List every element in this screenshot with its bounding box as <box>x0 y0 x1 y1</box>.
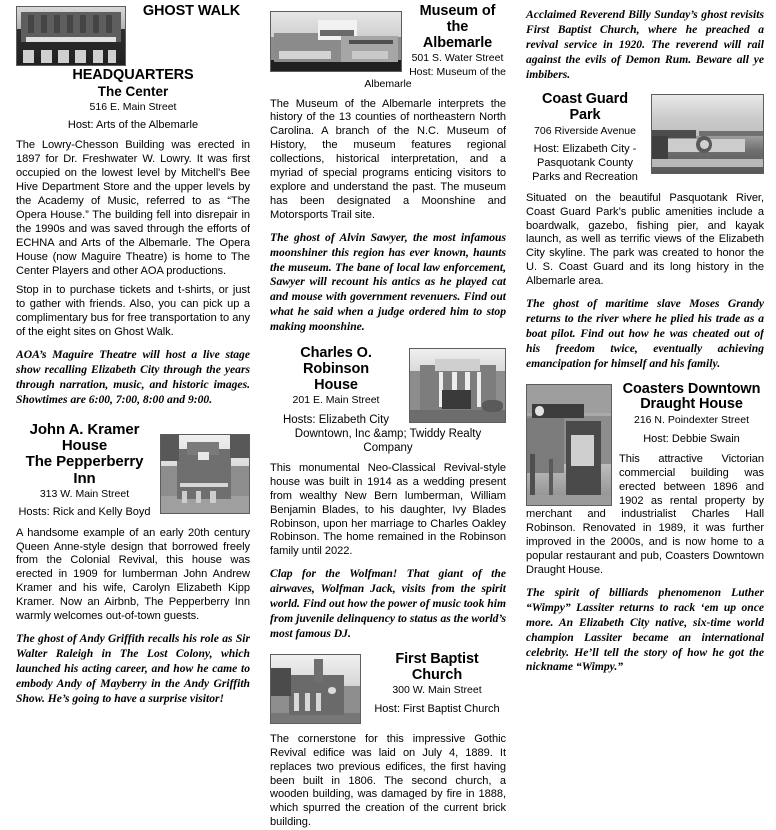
entry-host: Hosts: Elizabeth City Downtown, Inc &amp; Twiddy Realty Company <box>282 413 482 454</box>
entry-title-line2: HEADQUARTERS <box>72 67 194 83</box>
entry-host: Host: Arts of the Albemarle <box>67 119 199 132</box>
entry-title: Charles O. Robinson <box>300 346 372 377</box>
entry-title: Coasters Downtown <box>622 381 761 397</box>
entry-address: 201 E. Main Street <box>292 394 380 407</box>
entry-paragraph: A handsome example of an early 20th century Queen Anne-style design that borrowed freely from the Colonial Revival, this house was erected in 1909 for lumberman John Andrew Kramer and his wife, Carolyn Elizabeth Kipp Kramer. Now an Airbnb, The Pepperberry Inn warmly welcomes out-of-town guests. <box>16 526 250 623</box>
pepperberry-inn-photo <box>160 434 250 514</box>
entry-charles-o-robinson-house <box>270 346 506 642</box>
entry-address: 706 Riverside Avenue <box>534 125 636 138</box>
entry-address: 501 S. Water Street <box>411 52 504 65</box>
charles-o-robinson-house-photo <box>409 348 506 423</box>
coast-guard-park-photo <box>651 94 764 174</box>
entry-paragraph: The cornerstone for this impressive Gothic Revival edifice was laid on July 4, 1889. It replaces two previous edifices, the first having been built in 1806. The second church, a wooden building, was damaged by fire in 1888, which spurred the creation of the current brick building. <box>270 732 506 829</box>
entry-title-line2: Albemarle <box>422 34 493 51</box>
entry-address: 300 W. Main Street <box>392 684 482 697</box>
entry-paragraph: Stop in to purchase tickets and t-shirts, or just to gather with friends. Also, you can pick up a complimentary bus for free transportation to any of the eight sites on Ghost Walk. <box>16 284 250 339</box>
column-right <box>516 4 772 674</box>
entry-title: GHOST WALK <box>142 4 241 19</box>
entry-host: Host: First Baptist Church <box>374 702 500 715</box>
entry-host: Host: Museum of the Albemarle <box>364 65 506 91</box>
entry-john-a-kramer-house <box>16 422 250 707</box>
entry-address: 216 N. Poindexter Street <box>634 414 749 427</box>
entry-ghost-story: The ghost of Andy Griffith recalls his role as Sir Walter Raleigh in The Lost Colony, which launched his acting career, and how he came to embody Andy of Mayberry in the Andy Griffith Show. He’s going to have a surprise visitor! <box>16 632 250 705</box>
entry-address: 313 W. Main Street <box>39 488 130 501</box>
entry-paragraph: The Lowry-Chesson Building was erected in 1897 for Dr. Freshwater W. Lowry. It was first occupied on the lowest level by Mitchell's Bee Hive Department Store and the upper levels by the Academy of Music, referred to as “The Opera House.” The building fell into disrepair in the 1990s and was saved through the efforts of ECHNA and Arts of the Albemarle. The Opera House (now Maguire Theatre) is home to The Center Players and other AOA productions. <box>16 139 250 277</box>
entry-host: Host: Debbie Swain <box>643 432 740 445</box>
entry-ghost-story: AOA’s Maguire Theatre will host a live stage show recalling Elizabeth City through the years through narration, music, and historic images. Showtimes are 6:00, 7:00, 8:00 and 9:00. <box>16 348 250 406</box>
entry-paragraph: This monumental Neo-Classical Revival-style house was built in 1914 as a wedding present from wealthy New Bern lumberman, William Benjamin Blades, to his daughter, Ivy Blades Robinson, upon her marriage to Charles Oakley Robinson. The home remained in the Robinson family until 2022. <box>270 461 506 558</box>
ghost-walk-headquarters-photo <box>16 6 126 66</box>
entry-coast-guard-park <box>526 92 764 371</box>
entry-host: Hosts: Rick and Kelly Boyd <box>18 506 151 519</box>
column-left <box>4 4 260 705</box>
entry-ghost-story: The spirit of billiards phenomenon Luther “Wimpy” Lassiter returns to rack ‘em up once more. An Elizabeth City native, six-time world champion Lassiter became an international celebrity. He’ll tell the story of how he got the nickname “Wimpy.” <box>526 586 764 674</box>
entry-title: Museum of the <box>419 4 496 35</box>
entry-title-line2: Park <box>569 107 601 124</box>
coasters-downtown-draught-house-photo <box>526 384 612 506</box>
entry-title: John A. Kramer House <box>29 421 140 455</box>
entry-coasters-downtown-draught-house <box>526 382 764 676</box>
entry-paragraph: This attractive Victorian commercial building was erected between 1896 and 1902 as rental property by merchant and industrialist Charles Hall Robinson. Renovated in 1989, it was further improved in the 2000s, and is now home to a popular restaurant and pub, Coasters Downtown Draught House. <box>526 452 764 577</box>
entry-title: Coast Guard <box>542 92 628 108</box>
entry-address: 516 E. Main Street <box>89 100 177 113</box>
entry-title-line2: Draught House <box>640 396 743 413</box>
entry-title-line2: House <box>314 376 358 393</box>
entry-ghost-story: The ghost of Alvin Sawyer, the most infamous moonshiner this region has ever known, haunts the museum. The bane of local law enforcement, Sawyer will recount his antics as he played cat and mouse with government revenuers. Find out what he said when a judge ordered him to stop making moonshine. <box>270 230 506 334</box>
first-baptist-church-photo <box>270 654 361 724</box>
entry-title: First Baptist <box>395 651 479 667</box>
entry-paragraph: Situated on the beautiful Pasquotank River, Coast Guard Park’s public amenities include a boardwalk, gazebo, fishing pier, and kayak launch, as well as terrific views of the Elizabeth City skyline. The park was created to honor the U. S. Coast Guard and its long history in the Albemarle area. <box>526 191 764 288</box>
entry-title-line2: The Pepperberry Inn <box>25 453 144 487</box>
museum-of-the-albemarle-photo <box>270 11 402 72</box>
entry-ghost-walk-headquarters <box>16 4 250 408</box>
entry-museum-of-the-albemarle <box>270 4 506 335</box>
entry-first-baptist-church <box>270 652 506 830</box>
entry-paragraph: The Museum of the Albemarle interprets the history of the 13 counties of northeastern North Carolina. A branch of the N.C. Museum of History, the museum features regional collections, historical interpretation, and a myriad of special programs enticing visitors to explore and understand the past. The museum has been designated a Moonshine and Motorsports Trail site. <box>270 97 506 221</box>
entry-title-line2: Church <box>411 666 463 683</box>
entry-subtitle: The Center <box>97 83 169 99</box>
entry-ghost-story: Clap for the Wolfman! That giant of the airwaves, Wolfman Jack, visits from the spirit world. Find out how the power of music took him from juvenile delinquency to status as the world’s most famous DJ. <box>270 567 506 640</box>
entry-ghost-story: The ghost of maritime slave Moses Grandy returns to the river where he plied his trade as a boat pilot. Find out how he was cheated out of his freedom twice, eventually achieving emancipation for himself and his family. <box>526 297 764 370</box>
column-middle <box>260 4 516 829</box>
entry-host: Host: Elizabeth City - Pasquotank County Parks and Recreation <box>532 143 638 183</box>
entry-ghost-story: Acclaimed Reverend Billy Sunday’s ghost revisits First Baptist Church, where he preached a revival service in 1920. The reverend will rail against the evils of Demon Rum. Beware all ye imbibers. <box>526 8 764 81</box>
